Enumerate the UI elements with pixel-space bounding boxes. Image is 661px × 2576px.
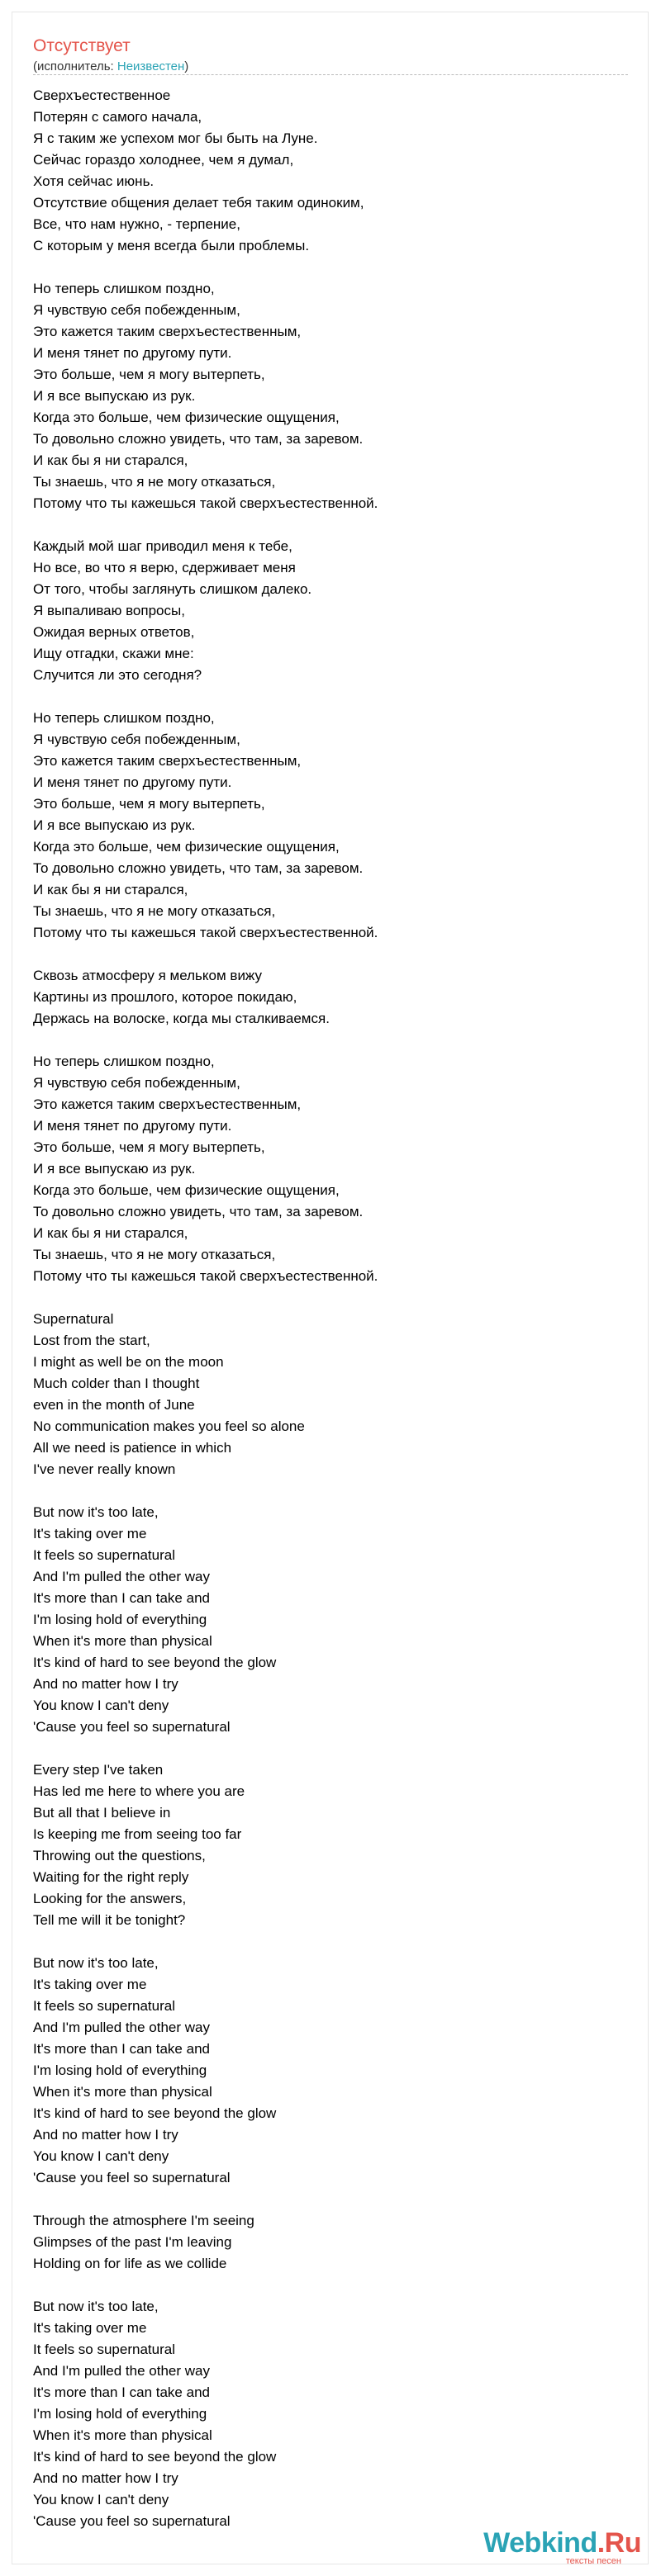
lyrics-stanza xyxy=(33,1502,628,1738)
lyrics-stanza xyxy=(33,965,628,1030)
lyrics-line: Supernatural xyxy=(33,1311,114,1327)
lyrics-line: I'm losing hold of everything xyxy=(33,2406,207,2422)
lyrics-line: Когда это больше, чем физические ощущения, xyxy=(33,839,340,855)
lyrics-line: When it's more than physical xyxy=(33,1633,212,1649)
lyrics-line: It's taking over me xyxy=(33,1526,147,1541)
lyrics-line: С которым у меня всегда были проблемы. xyxy=(33,238,310,253)
lyrics-stanza xyxy=(33,85,628,257)
lyrics-line: Это больше, чем я могу вытерпеть, xyxy=(33,367,265,382)
lyrics-line: Это кажется таким сверхъестественным, xyxy=(33,324,302,339)
lyrics-line: When it's more than physical xyxy=(33,2084,212,2100)
lyrics-line: Картины из прошлого, которое покидаю, xyxy=(33,989,297,1005)
song-header xyxy=(33,35,626,75)
lyrics-line: It's more than I can take and xyxy=(33,2041,210,2057)
lyrics-line: And I'm pulled the other way xyxy=(33,1569,210,1584)
webkind-logo[interactable] xyxy=(476,2528,641,2568)
artist-line xyxy=(33,59,626,75)
lyrics-line: You know I can't deny xyxy=(33,2492,169,2507)
lyrics-line: 'Cause you feel so supernatural xyxy=(33,1719,231,1735)
lyrics-line: Держась на волоске, когда мы сталкиваемся. xyxy=(33,1011,330,1026)
lyrics-line: То довольно сложно увидеть, что там, за заревом. xyxy=(33,860,364,876)
lyrics-line: Ожидая верных ответов, xyxy=(33,624,195,640)
lyrics-line: And no matter how I try xyxy=(33,2127,178,2143)
lyrics-line: Но теперь слишком поздно, xyxy=(33,710,215,726)
lyrics-line: You know I can't deny xyxy=(33,1698,169,1713)
lyrics-line: It feels so supernatural xyxy=(33,2342,175,2357)
lyrics-line: 'Cause you feel so supernatural xyxy=(33,2513,231,2529)
lyrics-line: И меня тянет по другому пути. xyxy=(33,774,232,790)
lyrics-line: And no matter how I try xyxy=(33,2470,178,2486)
lyrics-line: Это больше, чем я могу вытерпеть, xyxy=(33,796,265,812)
lyrics-line: Glimpses of the past I'm leaving xyxy=(33,2234,232,2250)
lyrics-line: But now it's too late, xyxy=(33,1955,159,1971)
lyrics-line: It's kind of hard to see beyond the glow xyxy=(33,1655,277,1670)
lyrics-line: And I'm pulled the other way xyxy=(33,2020,210,2035)
lyrics-stanza xyxy=(33,1759,628,1931)
lyrics-line: Я выпаливаю вопросы, xyxy=(33,603,185,618)
lyrics-line: And I'm pulled the other way xyxy=(33,2363,210,2379)
lyrics-line: It's taking over me xyxy=(33,2320,147,2336)
lyrics-stanza xyxy=(33,708,628,944)
lyrics-line: Отсутствие общения делает тебя таким одиноким, xyxy=(33,195,364,211)
lyrics-line: И меня тянет по другому пути. xyxy=(33,345,232,361)
lyrics-line: Каждый мой шаг приводил меня к тебе, xyxy=(33,538,292,554)
lyrics-line: But now it's too late, xyxy=(33,2299,159,2314)
lyrics-line: Я чувствую себя побежденным, xyxy=(33,302,240,318)
lyrics-line: Я чувствую себя побежденным, xyxy=(33,732,240,747)
lyrics-line: Waiting for the right reply xyxy=(33,1869,189,1885)
lyrics-line: Much colder than I thought xyxy=(33,1376,200,1391)
lyrics-line: Lost from the start, xyxy=(33,1333,150,1348)
lyrics-line: Все, что нам нужно, - терпение, xyxy=(33,216,240,232)
lyrics-line: Но теперь слишком поздно, xyxy=(33,1054,215,1069)
lyrics-stanza xyxy=(33,1309,628,1480)
lyrics-line: Это кажется таким сверхъестественным, xyxy=(33,753,302,769)
lyrics-line: Ищу отгадки, скажи мне: xyxy=(33,646,194,661)
lyrics-line: Потому что ты кажешься такой сверхъестественной. xyxy=(33,925,378,940)
lyrics-line: Ты знаешь, что я не могу отказаться, xyxy=(33,474,276,490)
lyrics-line: It's taking over me xyxy=(33,1977,147,1992)
lyrics-line: И как бы я ни старался, xyxy=(33,882,188,897)
lyrics-line: И я все выпускаю из рук. xyxy=(33,388,196,404)
lyrics-line: Through the atmosphere I'm seeing xyxy=(33,2213,254,2228)
header-divider xyxy=(33,74,628,75)
lyrics-line: Ты знаешь, что я не могу отказаться, xyxy=(33,903,276,919)
lyrics-line: It's kind of hard to see beyond the glow xyxy=(33,2449,277,2465)
lyrics-line: Я чувствую себя побежденным, xyxy=(33,1075,240,1091)
lyrics-line: And no matter how I try xyxy=(33,1676,178,1692)
song-title: Отсутствует xyxy=(33,36,131,55)
lyrics-line: Сейчас гораздо холоднее, чем я думал, xyxy=(33,152,294,168)
lyrics-line: It's kind of hard to see beyond the glow xyxy=(33,2105,277,2121)
lyrics-line: Has led me here to where you are xyxy=(33,1783,245,1799)
lyrics-line: 'Cause you feel so supernatural xyxy=(33,2170,231,2185)
lyrics-line: То довольно сложно увидеть, что там, за заревом. xyxy=(33,1204,364,1219)
lyrics-line: even in the month of June xyxy=(33,1397,195,1413)
lyrics-stanza xyxy=(33,278,628,514)
lyrics-line: Сквозь атмосферу я мельком вижу xyxy=(33,968,262,983)
lyrics-line: Потерян с самого начала, xyxy=(33,109,202,125)
lyrics-line: I might as well be on the moon xyxy=(33,1354,224,1370)
lyrics-line: То довольно сложно увидеть, что там, за заревом. xyxy=(33,431,364,447)
lyrics-line: Когда это больше, чем физические ощущения, xyxy=(33,410,340,425)
lyrics-line: Но все, во что я верю, сдерживает меня xyxy=(33,560,296,575)
lyrics-line: Потому что ты кажешься такой сверхъестественной. xyxy=(33,495,378,511)
logo-name: Webkind xyxy=(483,2527,597,2559)
lyrics-line: Я с таким же успехом мог бы быть на Луне. xyxy=(33,130,318,146)
lyrics-line: Looking for the answers, xyxy=(33,1891,187,1906)
lyrics-line: И меня тянет по другому пути. xyxy=(33,1118,232,1134)
lyrics-line: You know I can't deny xyxy=(33,2148,169,2164)
lyrics-line: When it's more than physical xyxy=(33,2427,212,2443)
lyrics-line: Это больше, чем я могу вытерпеть, xyxy=(33,1139,265,1155)
artist-suffix: ) xyxy=(184,59,189,73)
lyrics-line: It feels so supernatural xyxy=(33,1998,175,2014)
lyrics-line: Но теперь слишком поздно, xyxy=(33,281,215,296)
lyrics-line: И как бы я ни старался, xyxy=(33,452,188,468)
artist-prefix: (исполнитель: xyxy=(33,59,117,73)
logo-wordmark xyxy=(476,2528,641,2558)
lyrics-line: Сверхъестественное xyxy=(33,88,171,103)
lyrics-line: Ты знаешь, что я не могу отказаться, xyxy=(33,1247,276,1262)
lyrics-line: It feels so supernatural xyxy=(33,1547,175,1563)
lyrics-line: И я все выпускаю из рук. xyxy=(33,1161,196,1177)
lyrics-line: Every step I've taken xyxy=(33,1762,164,1778)
lyrics-line: Holding on for life as we collide xyxy=(33,2256,227,2271)
lyrics-line: Случится ли это сегодня? xyxy=(33,667,202,683)
lyrics-line: И как бы я ни старался, xyxy=(33,1225,188,1241)
lyrics-text xyxy=(33,85,628,2554)
lyrics-line: I'm losing hold of everything xyxy=(33,1612,207,1627)
lyrics-line: But all that I believe in xyxy=(33,1805,171,1821)
lyrics-stanza xyxy=(33,2210,628,2275)
logo-tagline: тексты песен xyxy=(565,2556,621,2566)
lyrics-line: Is keeping me from seeing too far xyxy=(33,1826,242,1842)
lyrics-line: No communication makes you feel so alone xyxy=(33,1418,305,1434)
lyrics-line: Throwing out the questions, xyxy=(33,1848,206,1863)
lyrics-line: It's more than I can take and xyxy=(33,2384,210,2400)
lyrics-stanza xyxy=(33,2296,628,2532)
lyrics-stanza xyxy=(33,1953,628,2189)
lyrics-line: Tell me will it be tonight? xyxy=(33,1912,186,1928)
lyrics-line: Это кажется таким сверхъестественным, xyxy=(33,1096,302,1112)
logo-tld: .Ru xyxy=(597,2527,641,2559)
artist-link[interactable]: Неизвестен xyxy=(117,59,185,73)
lyrics-stanza xyxy=(33,1051,628,1287)
lyrics-line: But now it's too late, xyxy=(33,1504,159,1520)
lyrics-line: All we need is patience in which xyxy=(33,1440,232,1456)
lyrics-stanza xyxy=(33,536,628,686)
lyrics-line: Когда это больше, чем физические ощущения, xyxy=(33,1182,340,1198)
lyrics-line: И я все выпускаю из рук. xyxy=(33,817,196,833)
lyrics-line: I'm losing hold of everything xyxy=(33,2062,207,2078)
lyrics-line: Потому что ты кажешься такой сверхъестественной. xyxy=(33,1268,378,1284)
lyrics-line: It's more than I can take and xyxy=(33,1590,210,1606)
lyrics-line: Хотя сейчас июнь. xyxy=(33,173,155,189)
lyrics-line: От того, чтобы заглянуть слишком далеко. xyxy=(33,581,312,597)
lyrics-line: I've never really known xyxy=(33,1461,176,1477)
